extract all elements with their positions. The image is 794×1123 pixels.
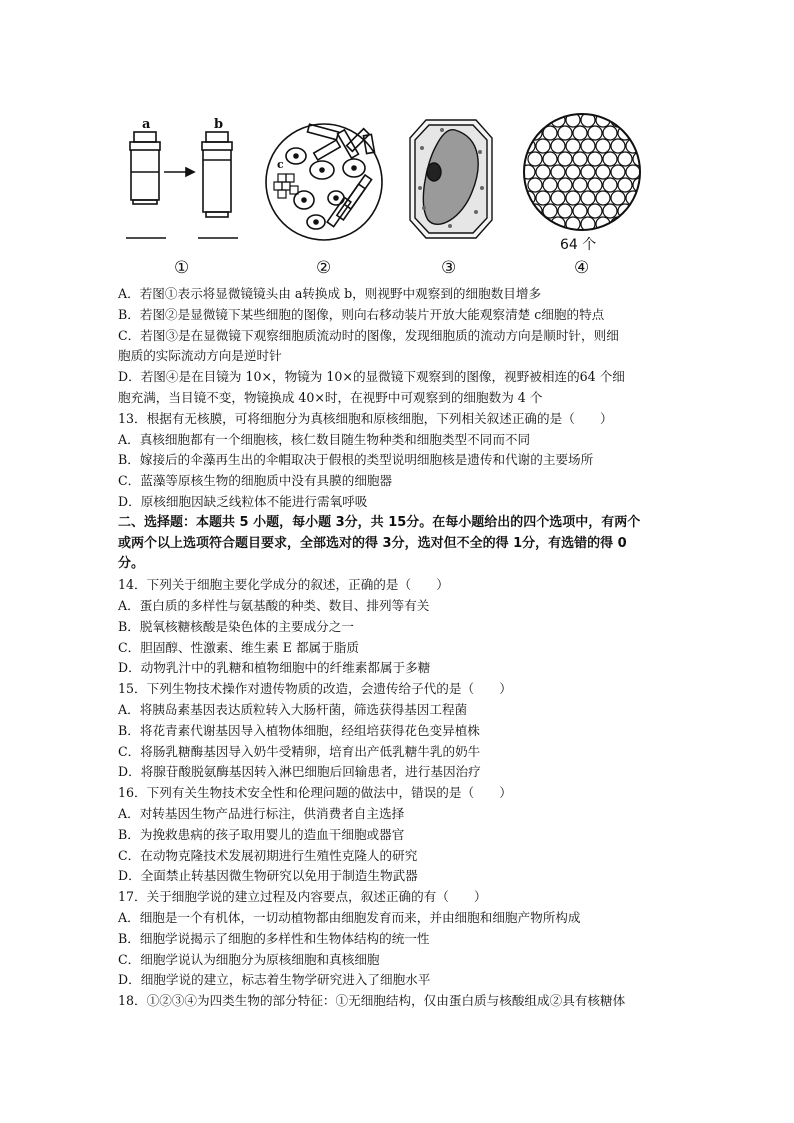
option-12a: A．若图①表示将显微镜镜头由 a转换成 b，则视野中观察到的细胞数目增多 <box>118 286 542 301</box>
question-16: 16．下列有关生物技术安全性和伦理问题的做法中，错误的是（ ） <box>118 785 512 801</box>
option-12b: B．若图②是显微镜下某些细胞的图像，则向右移动装片开放大能观察清楚 c细胞的特点 <box>118 306 605 322</box>
question-14: 14．下列关于细胞主要化学成分的叙述，正确的是（ ） <box>118 577 449 593</box>
figure-1-objective-lenses <box>126 117 238 278</box>
option-12d: D．若图④是在目镜为 10×，物镜为 10×的显微镜下观察到的图像，视野被相连的64 个细 <box>118 369 625 385</box>
section-2-heading-end: 分。 <box>118 556 145 572</box>
option-17b: B．细胞学说揭示了细胞的多样性和生物体结构的统一性 <box>118 930 430 946</box>
option-12c-cont: 胞质的实际流动方向是逆时针 <box>118 348 282 364</box>
option-16d: D．全面禁止转基因微生物研究以免用于制造生物武器 <box>118 868 418 884</box>
figure-2-field-of-view <box>266 124 382 278</box>
option-12c: C．若图③是在显微镜下观察细胞质流动时的图像，发现细胞质的流动方向是顺时针，则细 <box>118 327 619 343</box>
option-13d: D．原核细胞因缺乏线粒体不能进行需氧呼吸 <box>118 493 368 509</box>
option-14a: A．蛋白质的多样性与氨基酸的种类、数目、排列等有关 <box>118 597 430 613</box>
figure-1-label-b: b <box>214 117 224 132</box>
option-16c: C．在动物克隆技术发展初期进行生殖性克隆人的研究 <box>118 847 418 863</box>
option-16b: B．为挽救患病的孩子取用婴儿的造血干细胞或器官 <box>118 826 405 842</box>
option-17c: C．细胞学说认为细胞分为原核细胞和真核细胞 <box>118 951 380 967</box>
question-15: 15．下列生物技术操作对遗传物质的改造，会遗传给子代的是（ ） <box>118 681 512 697</box>
option-14b: B．脱氧核糖核酸是染色体的主要成分之一 <box>118 618 354 634</box>
figure-2-label-c: c <box>277 158 284 171</box>
option-15a: A．将胰岛素基因表达质粒转入大肠杆菌，筛选获得基因工程菌 <box>118 701 468 717</box>
option-16a: A．对转基因生物产品进行标注，供消费者自主选择 <box>118 805 405 821</box>
figure-4-cell-field <box>521 113 647 278</box>
section-2-heading-cont: 或两个以上选项符合题目要求，全部选对的得 3分，选对但不全的得 1分，有选错的得 0 <box>118 535 627 551</box>
figure-4-number: ④ <box>574 258 590 278</box>
option-14c: C．胆固醇、性激素、维生素 E 都属于脂质 <box>118 639 359 655</box>
option-15c: C．将肠乳糖酶基因导入奶牛受精卵，培育出产低乳糖牛乳的奶牛 <box>118 743 481 759</box>
microscopy-figures <box>110 108 670 280</box>
question-18: 18．①②③④为四类生物的部分特征：①无细胞结构，仅由蛋白质与核酸组成②具有核糖体 <box>118 993 626 1009</box>
question-17: 17．关于细胞学说的建立过程及内容要点，叙述正确的有（ ） <box>118 889 487 905</box>
figure-1-number: ① <box>174 258 190 278</box>
question-13: 13．根据有无核膜，可将细胞分为真核细胞和原核细胞，下列相关叙述正确的是（ ） <box>118 410 613 426</box>
option-13c: C．蓝藻等原核生物的细胞质中没有具膜的细胞器 <box>118 473 393 489</box>
figure-2-number: ② <box>316 258 332 278</box>
option-13a: A．真核细胞都有一个细胞核，核仁数目随生物种类和细胞类型不同而不同 <box>118 431 531 447</box>
figure-4-count: 64 个 <box>560 237 597 253</box>
figure-3-plant-cell <box>410 120 492 278</box>
option-12d-cont: 胞充满，当目镜不变，物镜换成 40×时，在视野中可观察到的细胞数为 4 个 <box>118 389 543 405</box>
section-2-heading: 二、选择题：本题共 5 小题，每小题 3分，共 15分。在每小题给出的四个选项中，有两个 <box>118 514 641 530</box>
figure-3-number: ③ <box>441 258 457 278</box>
option-15d: D．将腺苷酸脱氨酶基因转入淋巴细胞后回输患者，进行基因治疗 <box>118 764 481 780</box>
option-17a: A．细胞是一个有机体，一切动植物都由细胞发育而来，并由细胞和细胞产物所构成 <box>118 909 581 925</box>
option-17d: D．细胞学说的建立，标志着生物学研究进入了细胞水平 <box>118 972 431 988</box>
figure-1-label-a: a <box>142 117 151 132</box>
option-14d: D．动物乳汁中的乳糖和植物细胞中的纤维素都属于多糖 <box>118 660 431 676</box>
option-13b: B．嫁接后的伞藻再生出的伞帽取决于假根的类型说明细胞核是遗传和代谢的主要场所 <box>118 452 594 468</box>
option-15b: B．将花青素代谢基因导入植物体细胞，经组培获得花色变异植株 <box>118 722 480 738</box>
question-text <box>118 284 678 1012</box>
